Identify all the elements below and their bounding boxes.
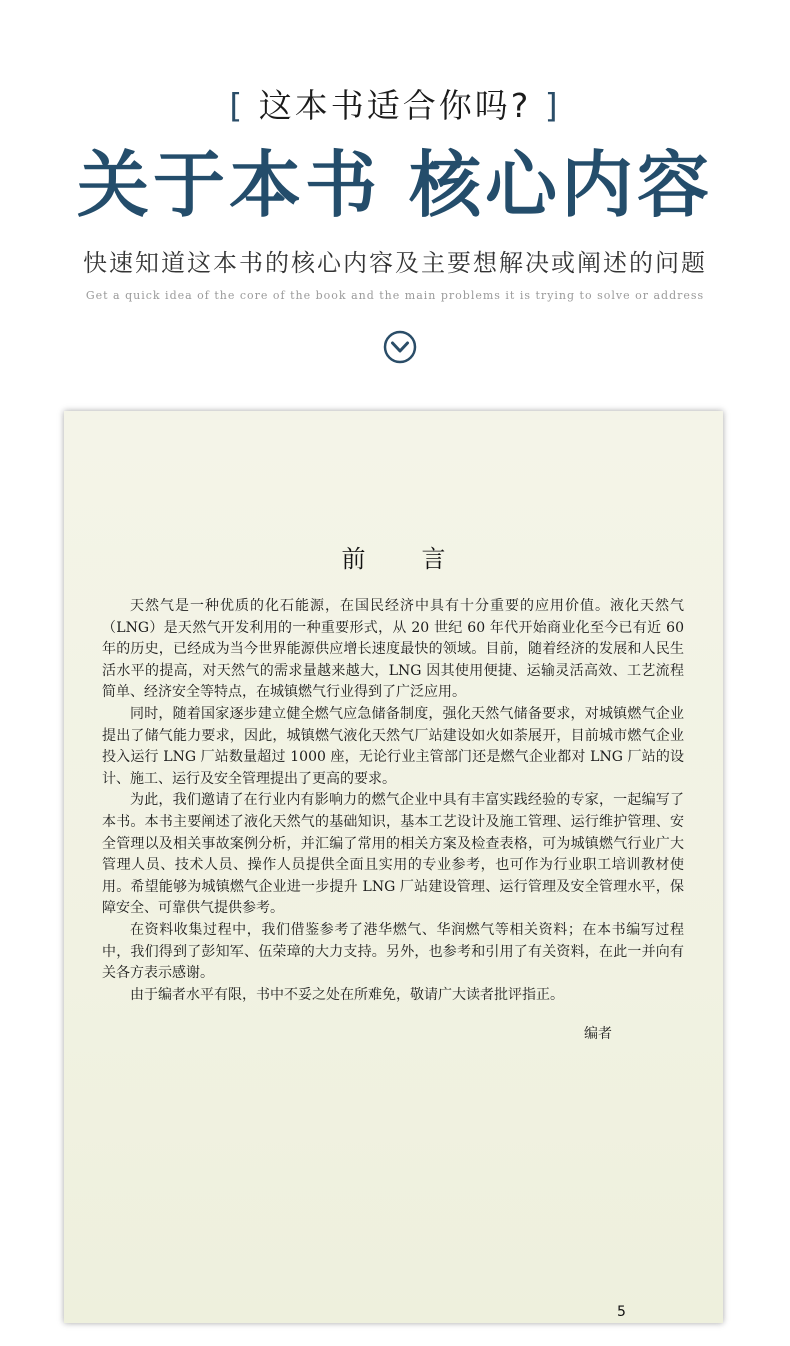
right-bracket: ] (544, 86, 561, 125)
preface-paragraph: 由于编者水平有限，书中不妥之处在所难免，敬请广大读者批评指正。 (130, 986, 564, 1003)
main-title-part2: 核心内容 (409, 142, 714, 227)
preface-paragraph: 同时，随着国家逐步建立健全燃气应急储备制度，强化天然气储备要求，对城镇燃气企业提出了储气能力要求，因此，城镇燃气液化天然气厂站建设如火如荼展开，目前城市燃气企业投入运行 LNG 厂站数量超过 1000 座，无论行业主管部门还是燃气企业都对 LNG 厂站的设计、施工、运行及安全管理提出了更高的要求。 (102, 705, 684, 787)
main-title-part1: 关于本书 (76, 142, 381, 227)
page-title: 前言 (341, 545, 502, 573)
left-bracket: [ (229, 86, 246, 125)
chevron-down-circle-icon (383, 330, 417, 364)
subtitle: 快速知道这本书的核心内容及主要想解决或阐述的问题 (83, 249, 707, 277)
book-page (64, 411, 723, 1323)
preface-paragraph: 天然气是一种优质的化石能源，在国民经济中具有十分重要的应用价值。液化天然气（LNG）是天然气开发利用的一种重要形式，从 20 世纪 60 年代开始商业化至今已有近 60 年的历史，已经成为当今世界能源供应增长速度最快的领域。目前，随着经济的发展和人民生活水平的提高，对天然气的需求量越来越大，LNG 因其使用便捷、运输灵活高效、工艺流程简单、经济安全等特点，在城镇燃气行业得到了广泛应用。 (102, 598, 684, 701)
page-number: 5 (617, 1304, 626, 1320)
preface-paragraph: 为此，我们邀请了在行业内有影响力的燃气企业中具有丰富实践经验的专家，一起编写了本书。本书主要阐述了液化天然气的基础知识，基本工艺设计及施工管理、运行维护管理、安全管理以及相关事故案例分析，并汇编了常用的相关方案及检查表格，可为城镇燃气行业广大管理人员、技术人员、操作人员提供全面且实用的专业参考，也可作为行业职工培训教材使用。希望能够为城镇燃气企业进一步提升 LNG 厂站建设管理、运行管理及安全管理水平，保障安全、可靠供气提供参考。 (102, 792, 684, 917)
signature: 编者 (584, 1026, 612, 1042)
preface-paragraph: 在资料收集过程中，我们借鉴参考了港华燃气、华润燃气等相关资料；在本书编写过程中，我们得到了彭知军、伍荣璋的大力支持。另外，也参考和引用了有关资料，在此一并向有关各方表示感谢。 (102, 921, 684, 982)
subtitle-english: Get a quick idea of the core of the book and the main problems it is trying to solve or address (85, 289, 705, 302)
main-title (0, 140, 790, 230)
promo-header (0, 0, 790, 400)
tagline-text: 这本书适合你吗? (258, 86, 532, 125)
tagline (0, 80, 790, 127)
preface-body (102, 596, 684, 1006)
